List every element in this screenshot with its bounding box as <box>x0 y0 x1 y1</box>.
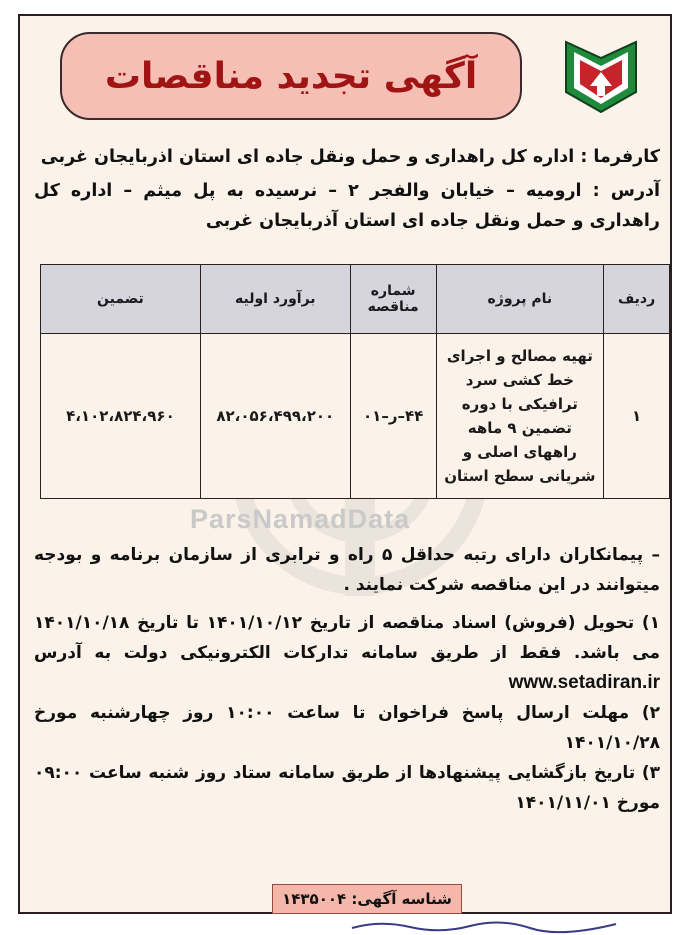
list-item: ۲) مهلت ارسال پاسخ فراخوان تا ساعت ۱۰:۰۰ روز چهارشنبه مورخ ۱۴۰۱/۱۰/۲۸ <box>34 703 660 753</box>
address-paragraph: آدرس : ارومیه – خیابان والفجر ۲ – نرسیده به پل میثم – اداره کل راهداری و حمل ونقل جاده ای استان آذربایجان غربی <box>34 181 661 231</box>
cell-row-number: ۱ <box>604 334 670 499</box>
conditions-list <box>34 608 660 818</box>
cell-tender-number: ۴۴–ر–۰۱ <box>350 334 436 499</box>
watermark-text: ParsNamadData <box>190 504 411 534</box>
header-initial-estimate: برآورد اولیه <box>200 265 350 334</box>
ad-id-badge: شناسه آگهی: ۱۴۳۵۰۰۴ <box>272 884 462 914</box>
ad-title: آگهی تجدید مناقصات <box>104 55 478 97</box>
header-row-number: ردیف <box>604 265 670 334</box>
table-row <box>41 334 670 499</box>
signature-scribble <box>350 918 620 934</box>
ad-sheet <box>18 14 672 914</box>
list-item <box>34 608 660 698</box>
header-guarantee: تضمین <box>41 265 201 334</box>
cell-project-name: تهیه مصالح و اجرای خط کشی سرد ترافیکی با دوره تضمین ۹ ماهه راههای اصلی و شریانی سطح استان <box>436 334 604 499</box>
cell-initial-estimate: ۸۲،۰۵۶،۴۹۹،۲۰۰ <box>200 334 350 499</box>
table-header-row <box>41 265 670 334</box>
setadiran-link[interactable]: www.setadiran.ir <box>508 672 660 693</box>
tender-table <box>40 264 670 499</box>
title-banner <box>60 32 522 120</box>
road-maintenance-logo-icon <box>560 36 642 116</box>
cell-guarantee: ۴،۱۰۲،۸۲۴،۹۶۰ <box>41 334 201 499</box>
header-project-name: نام پروژه <box>436 265 604 334</box>
list-item: ۳) تاریخ بازگشایی پیشنهادها از طریق سامانه ستاد روز شنبه ساعت ۰۹:۰۰ مورخ ۱۴۰۱/۱۱/۰۱ <box>34 763 660 813</box>
item1-text: ۱) تحویل (فروش) اسناد مناقصه از تاریخ ۱۴۰۱/۱۰/۱۲ تا تاریخ ۱۴۰۱/۱۰/۱۸ می باشد. فقط از طریق سامانه تدارکات الکترونیکی دولت به آدرس <box>34 613 660 663</box>
employer-line: کارفرما : اداره کل راهداری و حمل ونقل جاده ای استان اذربایجان غربی <box>40 147 660 167</box>
header-tender-number: شماره مناقصه <box>350 265 436 334</box>
contractors-paragraph: – پیمانکاران دارای رتبه حداقل ۵ راه و ترابری از سازمان برنامه و بودجه میتوانند در این مناقصه شرکت نمایند . <box>34 545 661 595</box>
